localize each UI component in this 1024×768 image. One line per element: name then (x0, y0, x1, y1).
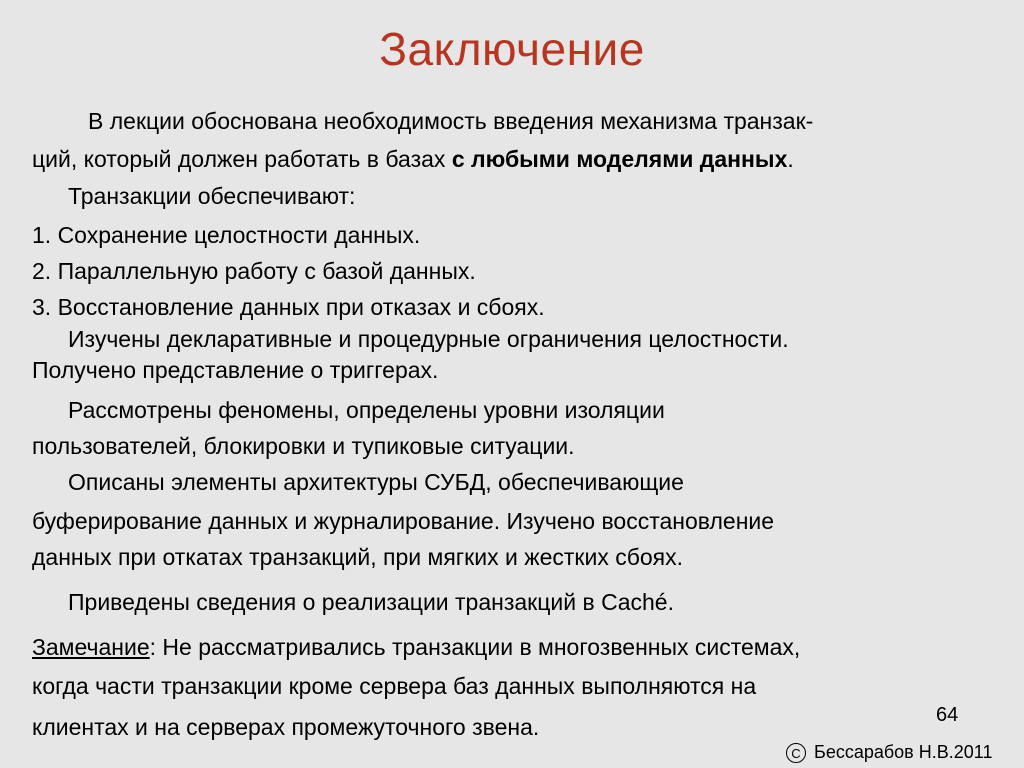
copyright-icon: C (786, 743, 806, 763)
paragraph-4-line-3: данных при откатах транзакций, при мягких и жестких сбоях. (32, 544, 684, 570)
paragraph-1-emphasis: с любыми моделями данных (451, 146, 788, 172)
paragraph-1-period: . (787, 146, 794, 172)
paragraph-4-line-1: Описаны элементы архитектуры СУБД, обеспечивающие (68, 469, 684, 495)
list-item: 2. Параллельную работу с базой данных. (32, 258, 476, 284)
paragraph-1-text: ций, который должен работать в базах (32, 146, 452, 172)
copyright-text: Бессарабов Н.В.2011 (814, 742, 993, 762)
note-line-2: когда части транзакции кроме сервера баз данных выполняются на (32, 673, 757, 699)
note-label: Замечание (32, 634, 150, 660)
paragraph-1-line-1: В лекции обоснована необходимость введения механизма транзак- (88, 108, 814, 134)
paragraph-5: Приведены сведения о реализации транзакций в Caché. (68, 589, 674, 615)
paragraph-3-line-2: пользователей, блокировки и тупиковые ситуации. (32, 433, 575, 459)
slide-title: Заключение (379, 23, 645, 75)
copyright (786, 742, 992, 763)
page-number: 64 (936, 704, 959, 726)
paragraph-3-line-1: Рассмотрены феномены, определены уровни изоляции (68, 397, 665, 423)
note-line-3: клиентах и на серверах промежуточного звена. (32, 714, 540, 740)
paragraph-4-line-2: буферирование данных и журналирование. Изучено восстановление (32, 508, 775, 534)
list-item: 3. Восстановление данных при отказах и сбоях. (32, 294, 545, 320)
paragraph-2-line-1: Изучены декларативные и процедурные ограничения целостности. (68, 326, 789, 352)
list-item: 1. Сохранение целостности данных. (32, 222, 421, 248)
transactions-intro: Транзакции обеспечивают: (68, 183, 356, 209)
note-line-1 (32, 633, 800, 661)
paragraph-1-line-2 (32, 145, 794, 173)
note-text: : Не рассматривались транзакции в многозвенных системах, (149, 634, 801, 660)
paragraph-2-line-2: Получено представление о триггерах. (32, 357, 439, 383)
